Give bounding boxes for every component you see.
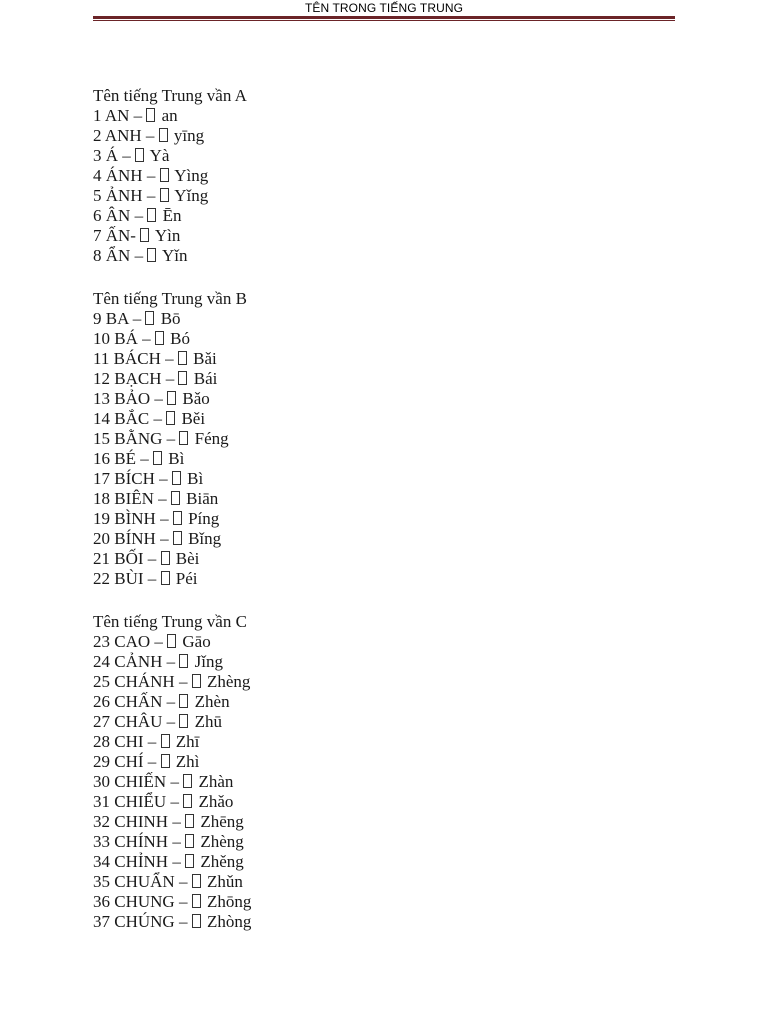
missing-glyph-icon xyxy=(161,571,170,585)
name-entry xyxy=(93,652,675,672)
entry-number: 34 xyxy=(93,852,110,871)
entry-pinyin: Bì xyxy=(187,469,204,488)
entry-separator: – xyxy=(178,872,188,891)
entry-number: 10 xyxy=(93,329,110,348)
name-entry xyxy=(93,309,675,329)
entry-vietnamese-name: CHUẨN xyxy=(114,872,175,891)
name-entry xyxy=(93,489,675,509)
entry-pinyin: Zhěng xyxy=(200,852,244,871)
header-rule-thick xyxy=(93,16,675,19)
entry-number: 29 xyxy=(93,752,110,771)
name-entry xyxy=(93,692,675,712)
entry-pinyin: Zhèn xyxy=(194,692,230,711)
entry-pinyin: Bō xyxy=(160,309,181,328)
entry-pinyin: Bèi xyxy=(175,549,200,568)
entry-vietnamese-name: BIÊN xyxy=(114,489,154,508)
missing-glyph-icon xyxy=(173,531,182,545)
entry-separator: – xyxy=(147,732,157,751)
name-entry xyxy=(93,429,675,449)
entry-separator: – xyxy=(142,329,151,348)
entry-separator: – xyxy=(170,772,179,791)
missing-glyph-icon xyxy=(178,371,187,385)
name-entry xyxy=(93,752,675,772)
entry-vietnamese-name: CHUNG xyxy=(114,892,175,911)
entry-separator: – xyxy=(147,569,157,588)
name-section xyxy=(93,612,675,932)
entry-number: 28 xyxy=(93,732,110,751)
missing-glyph-icon xyxy=(147,208,156,222)
missing-glyph-icon xyxy=(146,108,155,122)
entry-pinyin: an xyxy=(161,106,178,125)
entry-pinyin: Péi xyxy=(175,569,198,588)
entry-vietnamese-name: CHI xyxy=(114,732,144,751)
missing-glyph-icon xyxy=(159,128,168,142)
missing-glyph-icon xyxy=(166,411,175,425)
entry-number: 31 xyxy=(93,792,110,811)
name-entry xyxy=(93,569,675,589)
entry-number: 36 xyxy=(93,892,110,911)
entry-vietnamese-name: ẨN xyxy=(105,246,131,265)
missing-glyph-icon xyxy=(185,834,194,848)
entry-separator: – xyxy=(178,912,188,931)
name-entry xyxy=(93,349,675,369)
entry-separator: – xyxy=(165,349,174,368)
section-heading: Tên tiếng Trung vần B xyxy=(93,289,247,308)
missing-glyph-icon xyxy=(192,914,201,928)
entry-separator: – xyxy=(166,712,176,731)
missing-glyph-icon xyxy=(179,714,188,728)
entry-separator: – xyxy=(153,409,162,428)
missing-glyph-icon xyxy=(173,511,182,525)
entry-separator: – xyxy=(178,892,188,911)
entry-vietnamese-name: BÍCH xyxy=(114,469,155,488)
missing-glyph-icon xyxy=(192,894,201,908)
entry-pinyin: Gāo xyxy=(182,632,211,651)
entry-number: 13 xyxy=(93,389,110,408)
entry-vietnamese-name: ẢNH xyxy=(105,186,143,205)
missing-glyph-icon xyxy=(178,351,187,365)
entry-number: 5 xyxy=(93,186,102,205)
entry-separator: – xyxy=(146,186,156,205)
entry-number: 12 xyxy=(93,369,110,388)
entry-vietnamese-name: BẠCH xyxy=(114,369,162,388)
name-entry xyxy=(93,126,675,146)
entry-pinyin: Zhì xyxy=(175,752,200,771)
name-entry xyxy=(93,912,675,932)
entry-pinyin: Bǎi xyxy=(193,349,217,368)
missing-glyph-icon xyxy=(179,654,188,668)
entry-pinyin: Zhǎo xyxy=(198,792,234,811)
entry-pinyin: Zhèng xyxy=(200,832,244,851)
entry-pinyin: Zhàn xyxy=(198,772,234,791)
name-entry xyxy=(93,529,675,549)
entry-number: 9 xyxy=(93,309,102,328)
entry-separator: – xyxy=(147,752,157,771)
entry-pinyin: Zhī xyxy=(175,732,200,751)
entry-vietnamese-name: BÌNH xyxy=(114,509,156,528)
entry-number: 35 xyxy=(93,872,110,891)
entry-pinyin: Yǐng xyxy=(174,186,209,205)
entry-separator: – xyxy=(134,206,144,225)
entry-pinyin: Ēn xyxy=(162,206,182,225)
entry-vietnamese-name: CHIỂU xyxy=(114,792,167,811)
header-rule-thin xyxy=(93,20,675,21)
entry-pinyin: Yìng xyxy=(174,166,209,185)
missing-glyph-icon xyxy=(160,168,169,182)
entry-number: 37 xyxy=(93,912,110,931)
entry-separator: – xyxy=(166,429,176,448)
name-entry xyxy=(93,449,675,469)
name-entry xyxy=(93,852,675,872)
entry-separator: – xyxy=(166,652,176,671)
entry-pinyin: Zhēng xyxy=(200,812,244,831)
entry-pinyin: Zhǔn xyxy=(206,872,243,891)
missing-glyph-icon xyxy=(185,814,194,828)
entry-vietnamese-name: CHỈNH xyxy=(114,852,169,871)
entry-vietnamese-name: Á xyxy=(105,146,119,165)
missing-glyph-icon xyxy=(135,148,144,162)
entry-number: 24 xyxy=(93,652,110,671)
name-entry xyxy=(93,186,675,206)
missing-glyph-icon xyxy=(171,491,180,505)
entry-vietnamese-name: CHÁNH xyxy=(114,672,175,691)
name-entry xyxy=(93,872,675,892)
entry-number: 16 xyxy=(93,449,110,468)
entry-separator: – xyxy=(172,812,181,831)
name-entry xyxy=(93,549,675,569)
entry-pinyin: Yǐn xyxy=(161,246,188,265)
entry-vietnamese-name: ẤN- xyxy=(105,226,136,245)
entry-vietnamese-name: CHINH xyxy=(114,812,169,831)
entry-vietnamese-name: CHIẾN xyxy=(114,772,167,791)
missing-glyph-icon xyxy=(161,551,170,565)
missing-glyph-icon xyxy=(172,471,181,485)
entry-number: 21 xyxy=(93,549,110,568)
entry-pinyin: Féng xyxy=(194,429,229,448)
entry-number: 6 xyxy=(93,206,102,225)
entry-vietnamese-name: ANH xyxy=(104,126,142,145)
entry-vietnamese-name: ÂN xyxy=(105,206,131,225)
name-entry xyxy=(93,469,675,489)
entry-vietnamese-name: CHÍNH xyxy=(114,832,169,851)
entry-number: 14 xyxy=(93,409,110,428)
entry-number: 4 xyxy=(93,166,102,185)
entry-pinyin: Yà xyxy=(149,146,170,165)
name-entry xyxy=(93,226,675,246)
entry-separator: – xyxy=(154,389,163,408)
entry-number: 2 xyxy=(93,126,102,145)
entry-separator: – xyxy=(170,792,179,811)
entry-separator: – xyxy=(134,246,144,265)
entry-pinyin: Yìn xyxy=(154,226,181,245)
missing-glyph-icon xyxy=(160,188,169,202)
entry-number: 18 xyxy=(93,489,110,508)
name-entry xyxy=(93,672,675,692)
entry-vietnamese-name: BẢO xyxy=(114,389,151,408)
missing-glyph-icon xyxy=(179,431,188,445)
name-entry xyxy=(93,106,675,126)
missing-glyph-icon xyxy=(161,754,170,768)
entry-separator: – xyxy=(146,166,156,185)
missing-glyph-icon xyxy=(179,694,188,708)
name-entry xyxy=(93,409,675,429)
entry-separator: – xyxy=(140,449,149,468)
entry-number: 27 xyxy=(93,712,110,731)
missing-glyph-icon xyxy=(167,391,176,405)
entry-separator: – xyxy=(145,126,155,145)
entry-separator: – xyxy=(172,832,181,851)
entry-number: 7 xyxy=(93,226,102,245)
entry-vietnamese-name: CHẤN xyxy=(114,692,163,711)
entry-number: 1 xyxy=(93,106,102,125)
entry-pinyin: Bǐng xyxy=(188,529,222,548)
entry-pinyin: Píng xyxy=(188,509,220,528)
entry-pinyin: Bǎo xyxy=(182,389,210,408)
name-entry xyxy=(93,146,675,166)
entry-separator: – xyxy=(160,509,169,528)
entry-number: 20 xyxy=(93,529,110,548)
header-title: TÊN TRONG TIẾNG TRUNG xyxy=(304,1,464,15)
entry-separator: – xyxy=(160,529,169,548)
entry-pinyin: Zhū xyxy=(194,712,223,731)
name-entry xyxy=(93,369,675,389)
entry-number: 17 xyxy=(93,469,110,488)
entry-number: 33 xyxy=(93,832,110,851)
missing-glyph-icon xyxy=(153,451,162,465)
name-entry xyxy=(93,166,675,186)
entry-vietnamese-name: BÍNH xyxy=(114,529,156,548)
entry-pinyin: Bì xyxy=(168,449,185,468)
missing-glyph-icon xyxy=(140,228,149,242)
entry-number: 25 xyxy=(93,672,110,691)
entry-vietnamese-name: CHÚNG xyxy=(114,912,175,931)
entry-pinyin: Biān xyxy=(186,489,219,508)
name-entry xyxy=(93,632,675,652)
missing-glyph-icon xyxy=(192,674,201,688)
entry-vietnamese-name: ÁNH xyxy=(105,166,143,185)
entry-pinyin: yīng xyxy=(173,126,205,145)
entry-vietnamese-name: BÁCH xyxy=(113,349,161,368)
name-entry xyxy=(93,832,675,852)
name-entry xyxy=(93,246,675,266)
name-entry xyxy=(93,732,675,752)
missing-glyph-icon xyxy=(183,794,192,808)
entry-pinyin: Zhèng xyxy=(206,672,251,691)
entry-vietnamese-name: BỐI xyxy=(114,549,144,568)
entry-separator: – xyxy=(165,369,175,388)
entry-number: 3 xyxy=(93,146,102,165)
missing-glyph-icon xyxy=(161,734,170,748)
entry-pinyin: Bái xyxy=(193,369,218,388)
page-header xyxy=(93,0,675,22)
entry-separator: – xyxy=(172,852,181,871)
entry-number: 11 xyxy=(93,349,110,368)
name-entry xyxy=(93,792,675,812)
entry-separator: – xyxy=(132,309,142,328)
entry-separator: – xyxy=(133,106,143,125)
entry-vietnamese-name: CAO xyxy=(114,632,151,651)
name-entry xyxy=(93,206,675,226)
entry-pinyin: Zhōng xyxy=(206,892,252,911)
missing-glyph-icon xyxy=(192,874,201,888)
missing-glyph-icon xyxy=(167,634,176,648)
entry-separator: – xyxy=(122,146,131,165)
entry-number: 15 xyxy=(93,429,110,448)
section-heading: Tên tiếng Trung vần A xyxy=(93,86,247,105)
missing-glyph-icon xyxy=(147,248,156,262)
missing-glyph-icon xyxy=(145,311,154,325)
name-entry xyxy=(93,712,675,732)
entry-number: 30 xyxy=(93,772,110,791)
name-section xyxy=(93,289,675,589)
entry-vietnamese-name: CHÂU xyxy=(114,712,163,731)
entry-vietnamese-name: CHÍ xyxy=(114,752,144,771)
entry-vietnamese-name: BA xyxy=(105,309,129,328)
entry-number: 32 xyxy=(93,812,110,831)
entry-separator: – xyxy=(159,469,168,488)
entry-number: 8 xyxy=(93,246,102,265)
entry-separator: – xyxy=(178,672,188,691)
entry-vietnamese-name: BÉ xyxy=(114,449,136,468)
missing-glyph-icon xyxy=(185,854,194,868)
name-entry xyxy=(93,329,675,349)
entry-separator: – xyxy=(154,632,163,651)
entry-pinyin: Jǐng xyxy=(194,652,224,671)
entry-vietnamese-name: CẢNH xyxy=(114,652,163,671)
entry-vietnamese-name: BÙI xyxy=(114,569,144,588)
name-entry xyxy=(93,892,675,912)
entry-vietnamese-name: BÁ xyxy=(114,329,138,348)
entry-number: 19 xyxy=(93,509,110,528)
entry-vietnamese-name: BẰNG xyxy=(114,429,163,448)
entry-pinyin: Bó xyxy=(170,329,190,348)
missing-glyph-icon xyxy=(183,774,192,788)
name-section xyxy=(93,86,675,266)
entry-number: 23 xyxy=(93,632,110,651)
entry-vietnamese-name: BẮC xyxy=(114,409,150,428)
entry-vietnamese-name: AN xyxy=(104,106,130,125)
entry-pinyin: Zhòng xyxy=(206,912,252,931)
name-entry xyxy=(93,389,675,409)
entry-separator: – xyxy=(166,692,176,711)
entry-number: 22 xyxy=(93,569,110,588)
name-entry xyxy=(93,509,675,529)
missing-glyph-icon xyxy=(155,331,164,345)
name-entry xyxy=(93,812,675,832)
document-body xyxy=(93,86,675,955)
name-entry xyxy=(93,772,675,792)
entry-number: 26 xyxy=(93,692,110,711)
entry-pinyin: Běi xyxy=(181,409,206,428)
entry-separator: – xyxy=(158,489,167,508)
section-heading: Tên tiếng Trung vần C xyxy=(93,612,247,631)
entry-separator: – xyxy=(147,549,157,568)
